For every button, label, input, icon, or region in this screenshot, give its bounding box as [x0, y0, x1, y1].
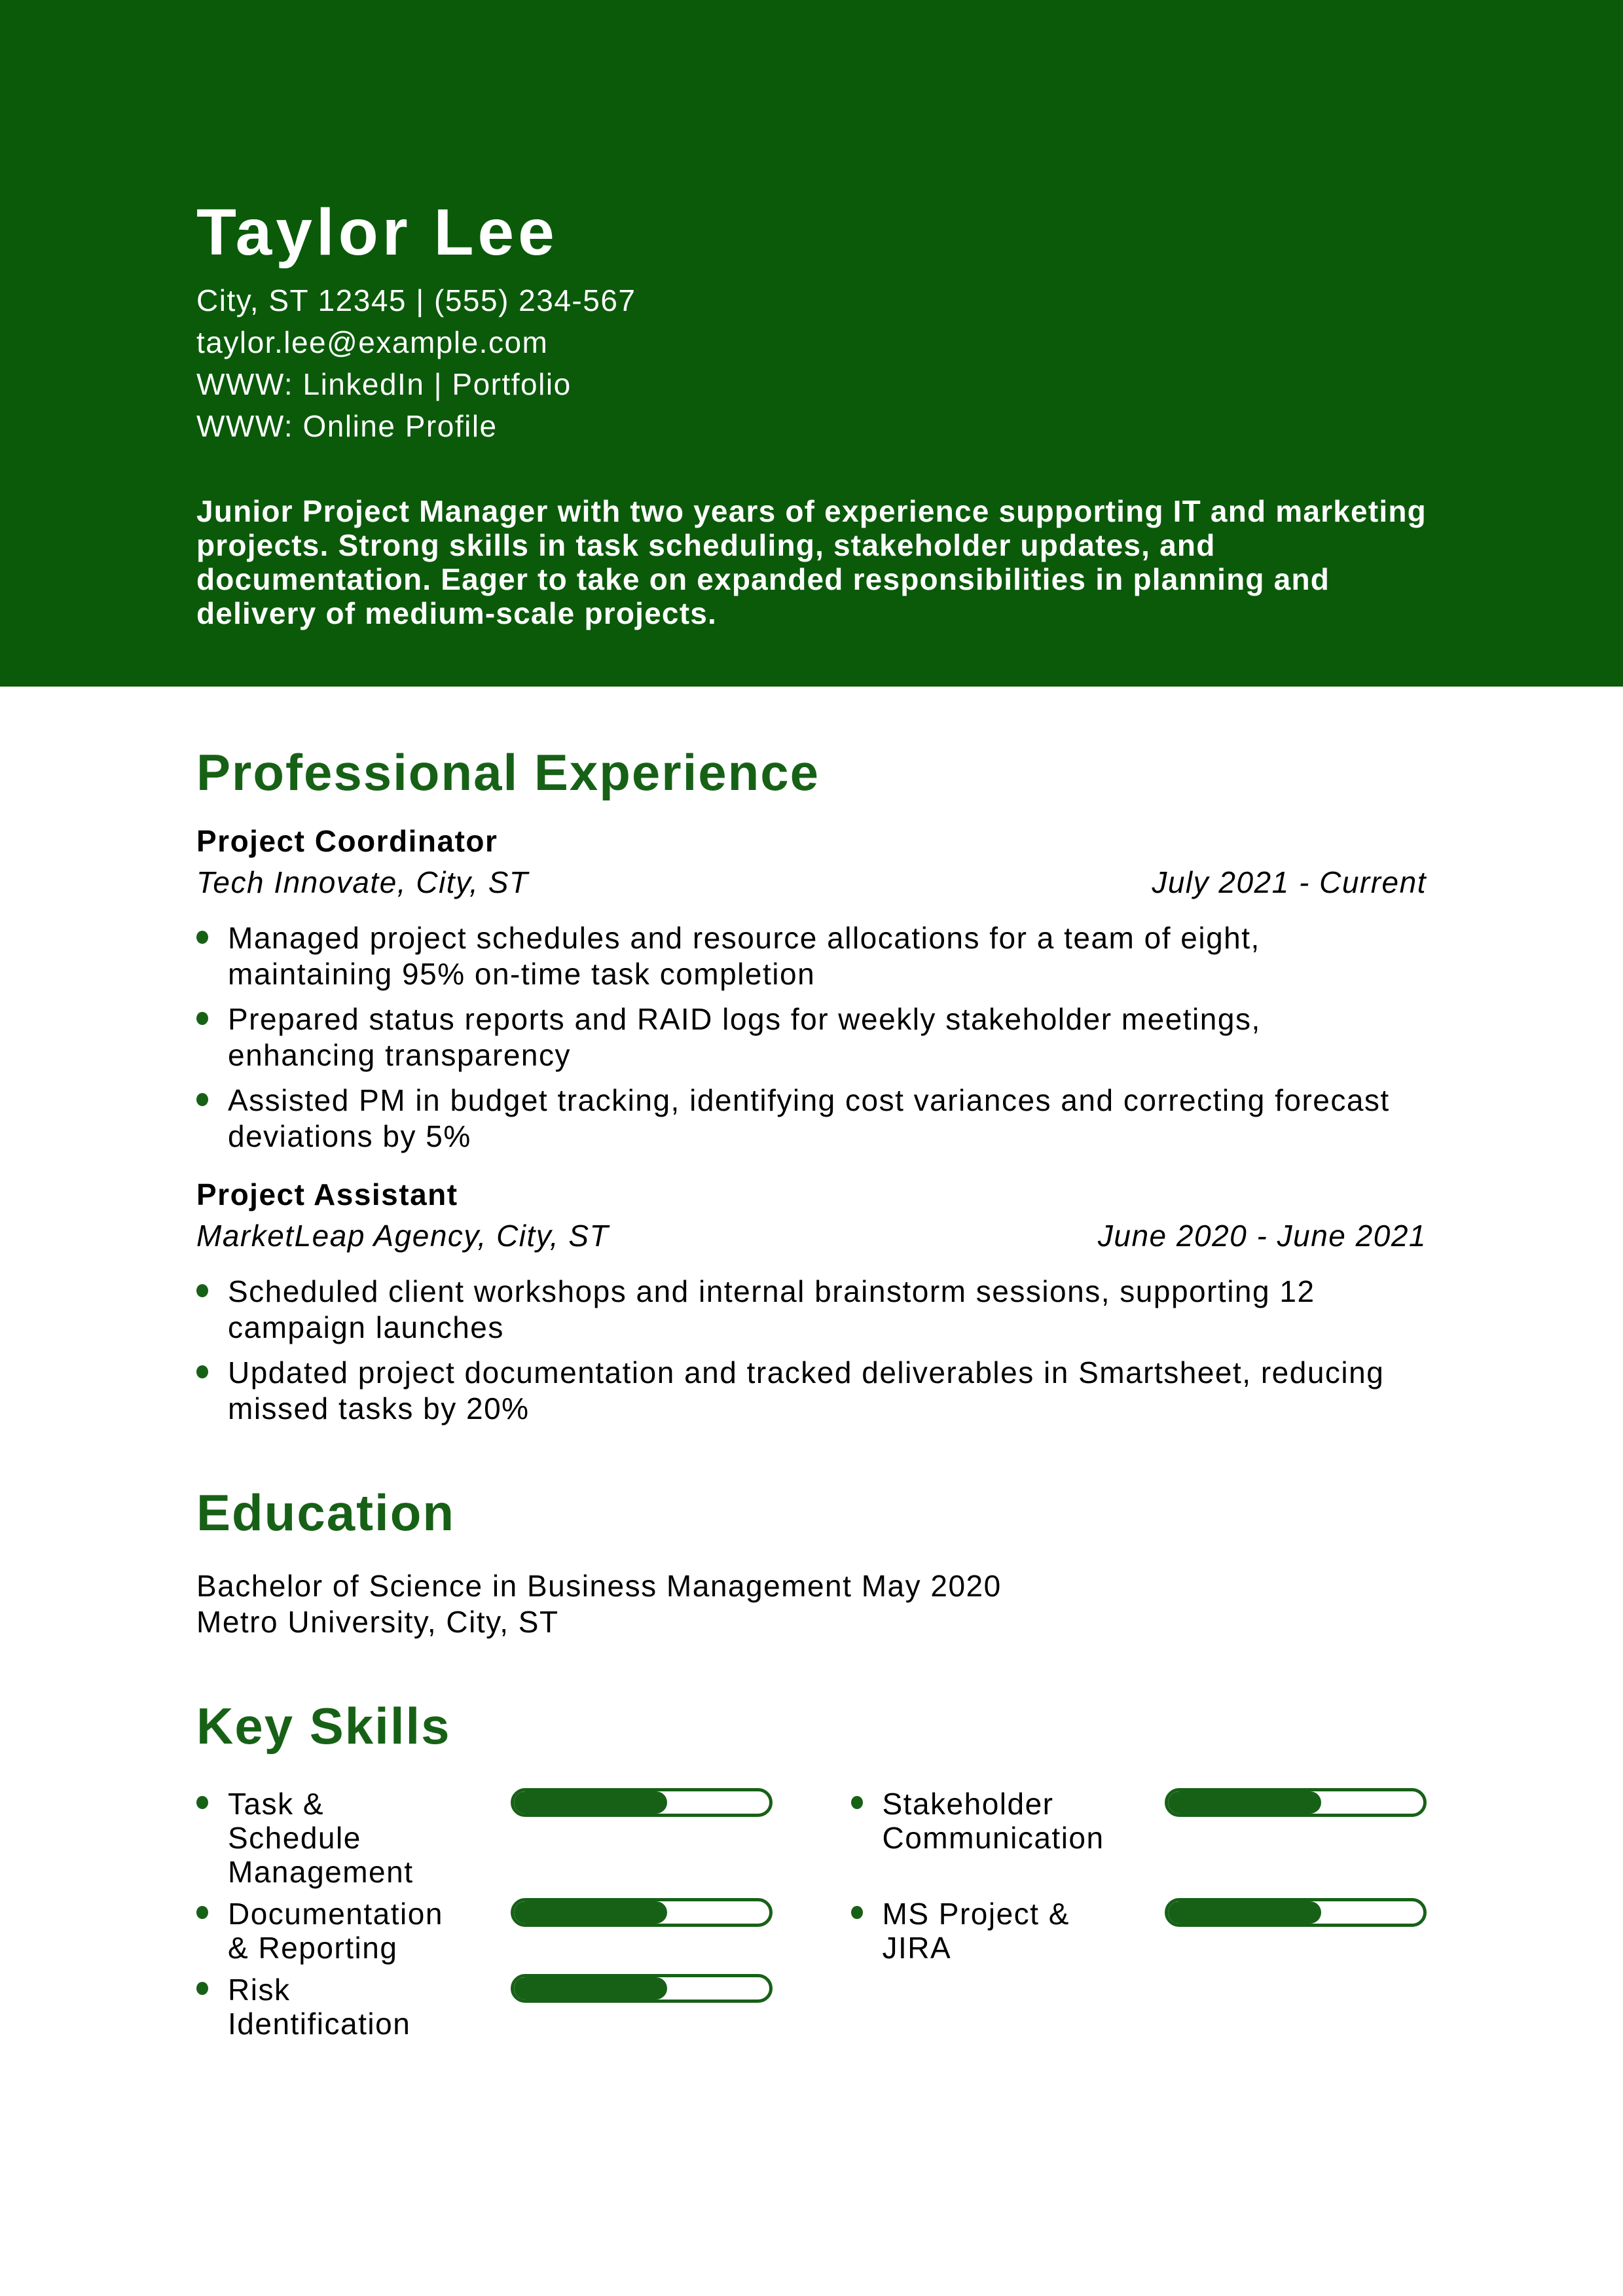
job-bullet [196, 1083, 1395, 1155]
skill-level-bar [511, 1788, 773, 1817]
skill-label: MS Project & JIRA [882, 1896, 1070, 1965]
job-bullet [196, 920, 1395, 992]
bullet-dot-icon [196, 931, 208, 944]
skill-level-fill [514, 1901, 667, 1924]
bullet-dot-icon [196, 1365, 208, 1378]
job-bullet [196, 1274, 1395, 1346]
education-block [196, 1568, 1427, 1640]
skill-level-bar [511, 1898, 773, 1927]
skill-level-fill [514, 1977, 667, 2000]
bullet-dot-icon [196, 1012, 208, 1025]
skill-item-risk-identification [196, 1973, 773, 2041]
job-title: Project Assistant [196, 1177, 458, 1211]
job-bullet-list [196, 1274, 1427, 1427]
bullet-dot-icon [196, 1796, 208, 1809]
education-degree-line: Bachelor of Science in Business Management May 2020 [196, 1569, 1002, 1604]
professional-summary: Junior Project Manager with two years of experience supporting IT and marketing projects. Strong skills in task scheduling, stakeholder updates, and documentation. Eager to take on expanded responsibilities in planning and delivery of medium-scale projects. [196, 494, 1427, 630]
skill-level-bar [1165, 1788, 1427, 1817]
skill-item-ms-project-jira [851, 1897, 1427, 1965]
skill-item-documentation-reporting [196, 1897, 773, 1965]
contact-email: taylor.lee@example.com [196, 325, 549, 359]
job-meta [196, 865, 1427, 901]
section-title-experience: Professional Experience [196, 744, 820, 801]
section-title-key-skills: Key Skills [196, 1697, 451, 1755]
bullet-dot-icon [851, 1906, 863, 1919]
skill-label: Documentation & Reporting [228, 1896, 443, 1965]
skill-level-bar [511, 1974, 773, 2003]
job-title: Project Coordinator [196, 823, 498, 858]
job-bullet-text: Assisted PM in budget tracking, identifying cost variances and correcting forecast deviations by 5% [228, 1083, 1390, 1153]
job-bullet-text: Scheduled client workshops and internal brainstorm sessions, supporting 12 campaign launches [228, 1274, 1315, 1344]
job-entry-project-assistant [196, 1177, 1427, 1427]
bullet-dot-icon [196, 1284, 208, 1297]
job-bullet-text: Managed project schedules and resource allocations for a team of eight, maintaining 95% on-time task completion [228, 920, 1260, 991]
job-bullet-text: Prepared status reports and RAID logs for weekly stakeholder meetings, enhancing transparency [228, 1001, 1261, 1072]
contact-profile-line: WWW: Online Profile [196, 409, 498, 443]
bullet-dot-icon [851, 1796, 863, 1809]
contact-location-phone: City, ST 12345 | (555) 234-567 [196, 283, 636, 317]
job-meta [196, 1218, 1427, 1254]
contact-block [196, 279, 1433, 447]
job-company: Tech Innovate, City, ST [196, 865, 529, 899]
skill-label: Risk Identification [228, 1972, 411, 2041]
skill-level-bar [1165, 1898, 1427, 1927]
contact-links-line: WWW: LinkedIn | Portfolio [196, 367, 572, 401]
candidate-name: Taylor Lee [196, 196, 558, 269]
skill-level-fill [1168, 1791, 1321, 1814]
skill-level-fill [1168, 1901, 1321, 1924]
job-bullet-list [196, 920, 1427, 1155]
skill-item-task-schedule-management [196, 1787, 773, 1889]
header-band [0, 0, 1623, 687]
bullet-dot-icon [196, 1093, 208, 1106]
job-company: MarketLeap Agency, City, ST [196, 1218, 610, 1253]
resume-body [0, 742, 1623, 2041]
skill-label: Stakeholder Communication [882, 1786, 1104, 1855]
skill-item-stakeholder-communication [851, 1787, 1427, 1889]
skills-grid [196, 1787, 1427, 2041]
job-entry-project-coordinator [196, 823, 1427, 1155]
skill-level-fill [514, 1791, 667, 1814]
job-bullet [196, 1001, 1395, 1073]
job-bullet [196, 1355, 1395, 1427]
section-title-education: Education [196, 1483, 456, 1541]
bullet-dot-icon [196, 1982, 208, 1995]
education-school-line: Metro University, City, ST [196, 1605, 559, 1640]
job-dates: June 2020 - June 2021 [1097, 1218, 1427, 1253]
job-bullet-text: Updated project documentation and tracked deliverables in Smartsheet, reducing missed tasks by 20% [228, 1355, 1385, 1426]
skill-label: Task & Schedule Management [228, 1786, 414, 1889]
bullet-dot-icon [196, 1906, 208, 1919]
job-dates: July 2021 - Current [1152, 865, 1427, 899]
